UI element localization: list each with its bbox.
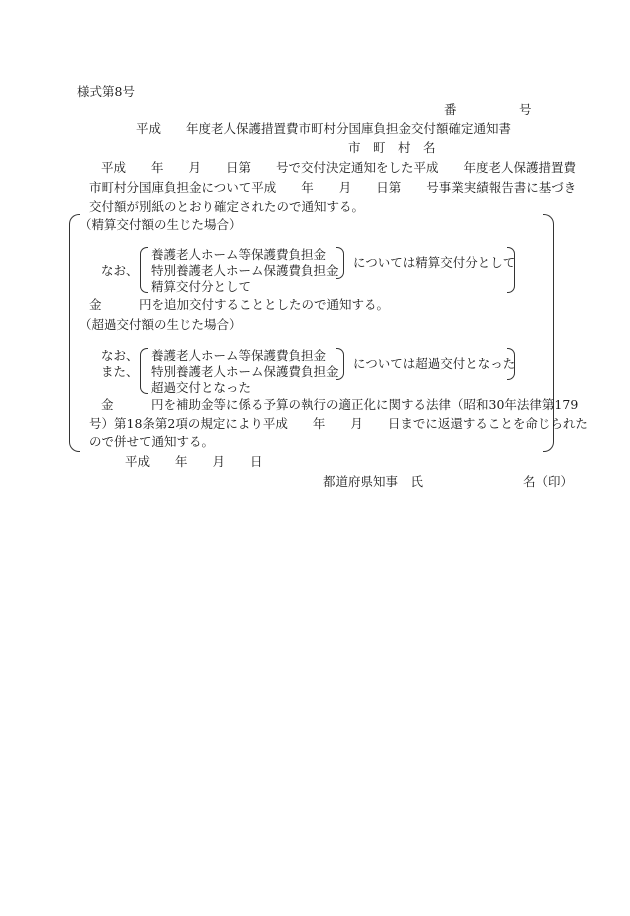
addressee: 市 町 村 名	[348, 140, 436, 155]
excess-heading: （超過交付額の生じた場合）	[79, 317, 242, 332]
form-number: 様式第8号	[77, 84, 135, 99]
number-label: 番 号	[444, 102, 532, 117]
settlement-item-2: 特別養護老人ホーム保護費負担金	[151, 263, 339, 278]
settlement-left-brace	[140, 247, 148, 293]
settlement-item-3: 精算交付分として	[151, 279, 252, 294]
outer-left-paren	[69, 214, 80, 452]
body-line-1: 平成 年 月 日第 号で交付決定通知をした平成 年度老人保護措置費	[101, 160, 577, 175]
excess-left-brace	[140, 348, 148, 394]
excess-item-2: 特別養護老人ホーム保護費負担金	[151, 364, 339, 379]
settlement-suffix: については精算交付分として	[353, 255, 516, 270]
settlement-inner-right-brace	[336, 247, 344, 279]
excess-suffix: については超過交付となった	[353, 356, 516, 371]
excess-line-2: 号）第18条第2項の規定により平成 年 月 日までに返還することを命じられた	[89, 416, 588, 431]
settlement-item-1: 養護老人ホーム等保護費負担金	[151, 247, 327, 262]
settlement-outer-right-brace	[507, 247, 515, 293]
excess-mata: また、	[101, 364, 139, 379]
excess-inner-right-brace	[336, 348, 344, 380]
body-line-3: 交付額が別紙のとおり確定されたので通知する。	[89, 199, 365, 214]
settlement-amount-line: 金 円を追加交付することとしたので通知する。	[89, 297, 390, 312]
signature: 都道府県知事 氏 名（印）	[323, 474, 574, 489]
excess-nao: なお、	[101, 348, 139, 363]
settlement-nao: なお、	[101, 263, 139, 278]
settlement-heading: （精算交付額の生じた場合）	[79, 217, 242, 232]
body-line-2: 市町村分国庫負担金について平成 年 月 日第 号事業実績報告書に基づき	[89, 180, 577, 195]
excess-line-1: 金 円を補助金等に係る予算の執行の適正化に関する法律（昭和30年法律第179	[101, 397, 579, 412]
excess-outer-right-brace	[507, 348, 515, 380]
excess-line-3: ので併せて通知する。	[89, 434, 215, 449]
excess-item-1: 養護老人ホーム等保護費負担金	[151, 348, 327, 363]
date-line: 平成 年 月 日	[125, 454, 263, 469]
excess-item-3: 超過交付となった	[151, 380, 252, 395]
document-title: 平成 年度老人保護措置費市町村分国庫負担金交付額確定通知書	[136, 121, 512, 136]
